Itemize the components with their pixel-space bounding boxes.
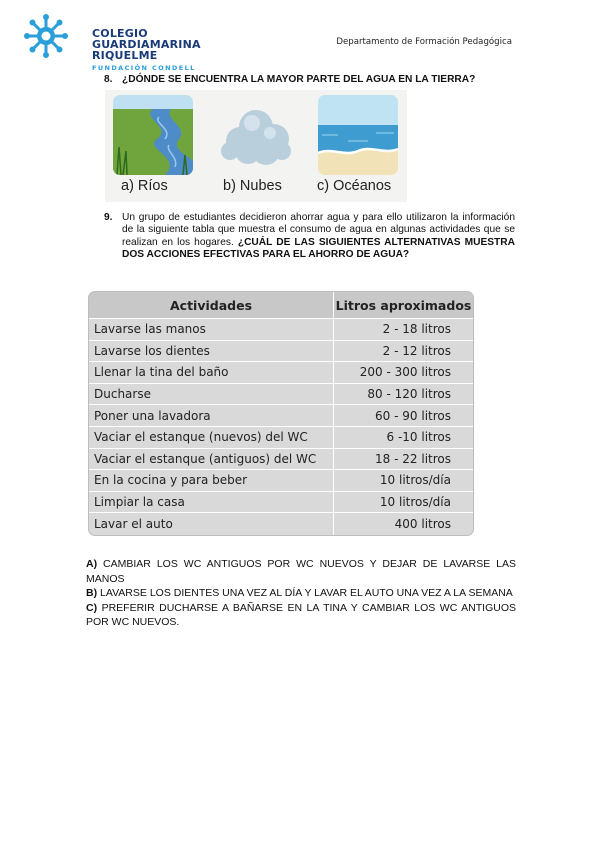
activity-cell: Vaciar el estanque (nuevos) del WC — [89, 427, 334, 448]
liters-cell: 2 - 18 litros — [382, 322, 451, 337]
water-consumption-table — [88, 291, 474, 536]
table-row — [89, 513, 473, 535]
option-c-label: c) Océanos — [317, 178, 392, 194]
liters-cell: 18 - 22 litros — [375, 451, 451, 466]
activity-cell: Poner una lavadora — [89, 405, 334, 426]
header-liters: Litros aproximados — [335, 297, 472, 313]
answer-a-letter: A) — [86, 558, 98, 570]
question-9-text: Un grupo de estudiantes decidieron ahorrar agua y para ello utilizaron la información de la siguiente tabla que muestra el consumo de agua en algunas actividades que se realizan en los hogares. — [122, 212, 515, 248]
answer-c — [86, 601, 516, 630]
table-row — [89, 492, 473, 514]
question-8-options-image — [105, 90, 407, 202]
liters-cell: 10 litros/día — [379, 473, 451, 488]
foundation-name: FUNDACIÓN CONDELL — [92, 64, 196, 72]
river-image — [113, 95, 193, 175]
ocean-image — [318, 95, 398, 175]
answer-options — [86, 557, 516, 630]
school-name-line1: COLEGIO — [92, 27, 148, 40]
question-9-prompt: ¿CUÁL DE LAS SIGUIENTES ALTERNATIVAS MUESTRA DOS ACCIONES EFECTIVAS PARA EL AHORRO DE AGUA? — [122, 236, 515, 261]
question-9 — [104, 212, 515, 262]
school-name — [92, 28, 201, 74]
liters-cell: 80 - 120 litros — [367, 387, 451, 402]
answer-c-text: PREFERIR DUCHARSE A BAÑARSE EN LA TINA Y CAMBIAR LOS WC ANTIGUOS POR WC NUEVOS. — [86, 601, 517, 628]
table-row — [89, 362, 473, 384]
activity-cell: Vaciar el estanque (antiguos) del WC — [89, 449, 334, 470]
liters-cell: 10 litros/día — [379, 495, 451, 510]
answer-a — [86, 557, 516, 586]
table-row — [89, 341, 473, 363]
table-row — [89, 427, 473, 449]
activity-cell: Llenar la tina del baño — [89, 362, 334, 383]
question-9-number: 9. — [104, 212, 113, 223]
answer-c-letter: C) — [86, 601, 98, 614]
table-row — [89, 449, 473, 471]
table-row — [89, 470, 473, 492]
table-header-row — [89, 292, 473, 319]
question-8-number: 8. — [104, 74, 113, 85]
table-row — [89, 405, 473, 427]
question-8 — [104, 74, 475, 85]
liters-cell: 6 -10 litros — [386, 430, 451, 445]
answer-a-text: CAMBIAR LOS WC ANTIGUOS POR WC NUEVOS Y DEJAR DE LAVARSE LAS MANOS — [86, 558, 517, 585]
table-row — [89, 384, 473, 406]
answer-b-letter: B) — [86, 587, 98, 599]
answer-b-text: LAVARSE LOS DIENTES UNA VEZ AL DÍA Y LAVAR EL AUTO UNA VEZ A LA SEMANA — [100, 587, 513, 599]
question-8-text: ¿DÓNDE SE ENCUENTRA LA MAYOR PARTE DEL AGUA EN LA TIERRA? — [122, 74, 476, 85]
clouds-image — [216, 95, 296, 175]
compass-rose-icon — [22, 12, 70, 60]
header-activities: Actividades — [89, 292, 334, 318]
table-row — [89, 319, 473, 341]
activity-cell: Limpiar la casa — [89, 492, 334, 513]
liters-cell: 200 - 300 litros — [359, 365, 451, 380]
activity-cell: Lavar el auto — [89, 513, 334, 535]
option-b-label: b) Nubes — [223, 178, 282, 194]
activity-cell: En la cocina y para beber — [89, 470, 334, 491]
liters-cell: 60 - 90 litros — [375, 408, 451, 423]
school-name-line2: GUARDIAMARINA — [92, 38, 201, 51]
school-name-line3: RIQUELME — [92, 49, 158, 62]
answer-b — [86, 586, 516, 601]
liters-cell: 400 litros — [394, 517, 451, 532]
activity-cell: Lavarse las manos — [89, 319, 334, 340]
activity-cell: Ducharse — [89, 384, 334, 405]
department-label: Departamento de Formación Pedagógica — [336, 37, 512, 47]
option-a-label: a) Ríos — [121, 178, 168, 194]
activity-cell: Lavarse los dientes — [89, 341, 334, 362]
school-logo — [22, 12, 201, 72]
liters-cell: 2 - 12 litros — [382, 343, 451, 358]
